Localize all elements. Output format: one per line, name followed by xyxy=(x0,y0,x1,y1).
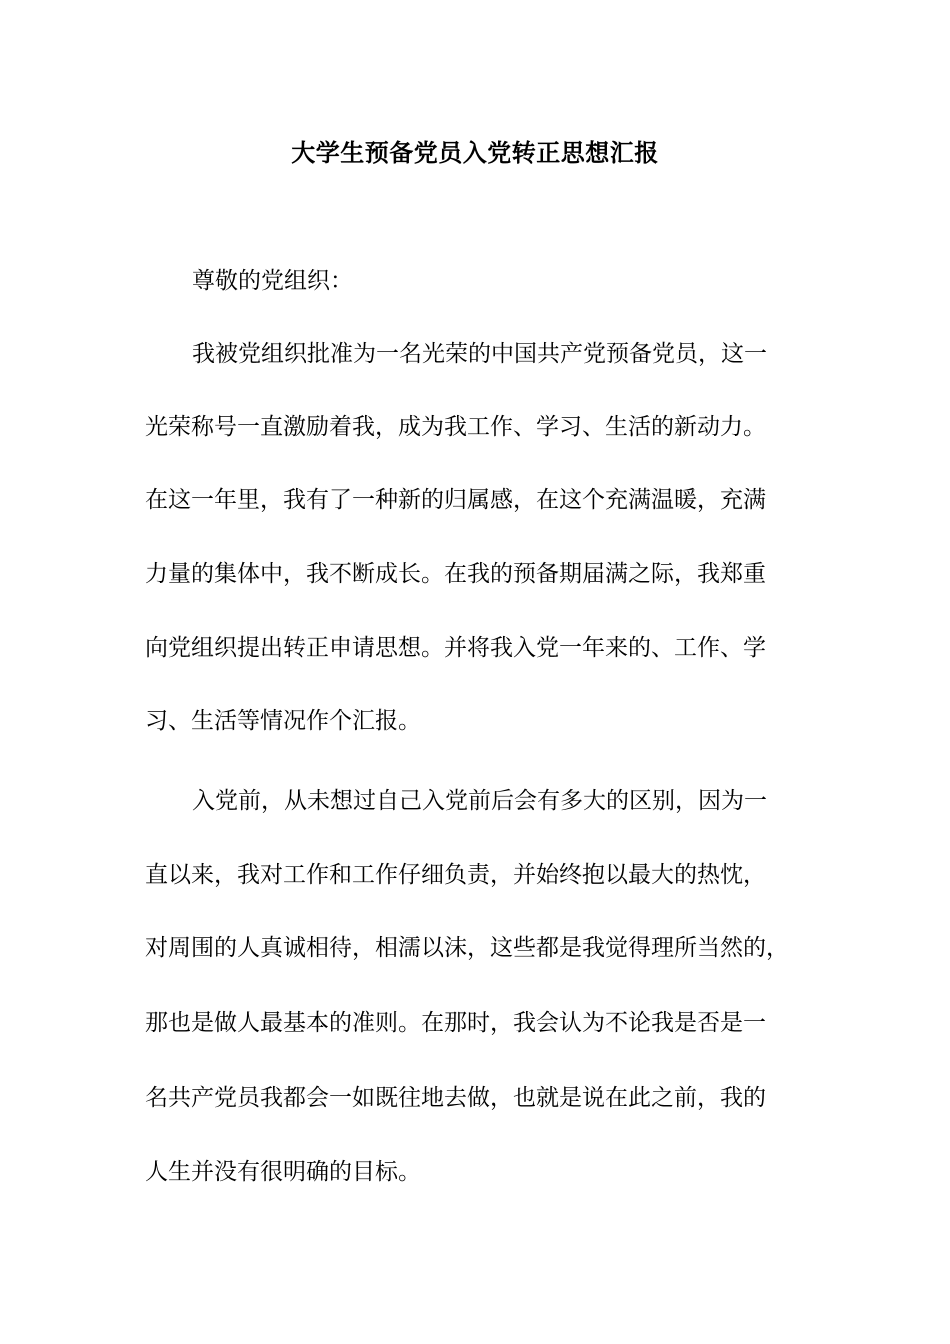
paragraph-line: 名共产党员我都会一如既往地去做，也就是说在此之前，我的 xyxy=(145,1085,766,1111)
paragraph-line: 光荣称号一直激励着我，成为我工作、学习、生活的新动力。 xyxy=(145,414,766,440)
paragraph-line: 人生并没有很明确的目标。 xyxy=(145,1159,421,1185)
paragraph-line: 对周围的人真诚相待，相濡以沫，这些都是我觉得理所当然的， xyxy=(145,935,789,961)
paragraph-line: 力量的集体中，我不断成长。在我的预备期届满之际，我郑重 xyxy=(145,561,766,587)
paragraph-line: 入党前，从未想过自己入党前后会有多大的区别，因为一 xyxy=(192,788,767,814)
paragraph-line: 向党组织提出转正申请思想。并将我入党一年来的、工作、学 xyxy=(145,635,766,661)
salutation: 尊敬的党组织： xyxy=(192,268,353,294)
paragraph-line: 直以来，我对工作和工作仔细负责，并始终抱以最大的热忱， xyxy=(145,862,766,888)
document-title: 大学生预备党员入党转正思想汇报 xyxy=(291,138,659,167)
paragraph-line: 我被党组织批准为一名光荣的中国共产党预备党员，这一 xyxy=(192,341,767,367)
paragraph-line: 在这一年里，我有了一种新的归属感，在这个充满温暖，充满 xyxy=(145,487,766,513)
paragraph-line: 那也是做人最基本的准则。在那时，我会认为不论我是否是一 xyxy=(145,1010,766,1036)
paragraph-line: 习、生活等情况作个汇报。 xyxy=(145,708,421,734)
